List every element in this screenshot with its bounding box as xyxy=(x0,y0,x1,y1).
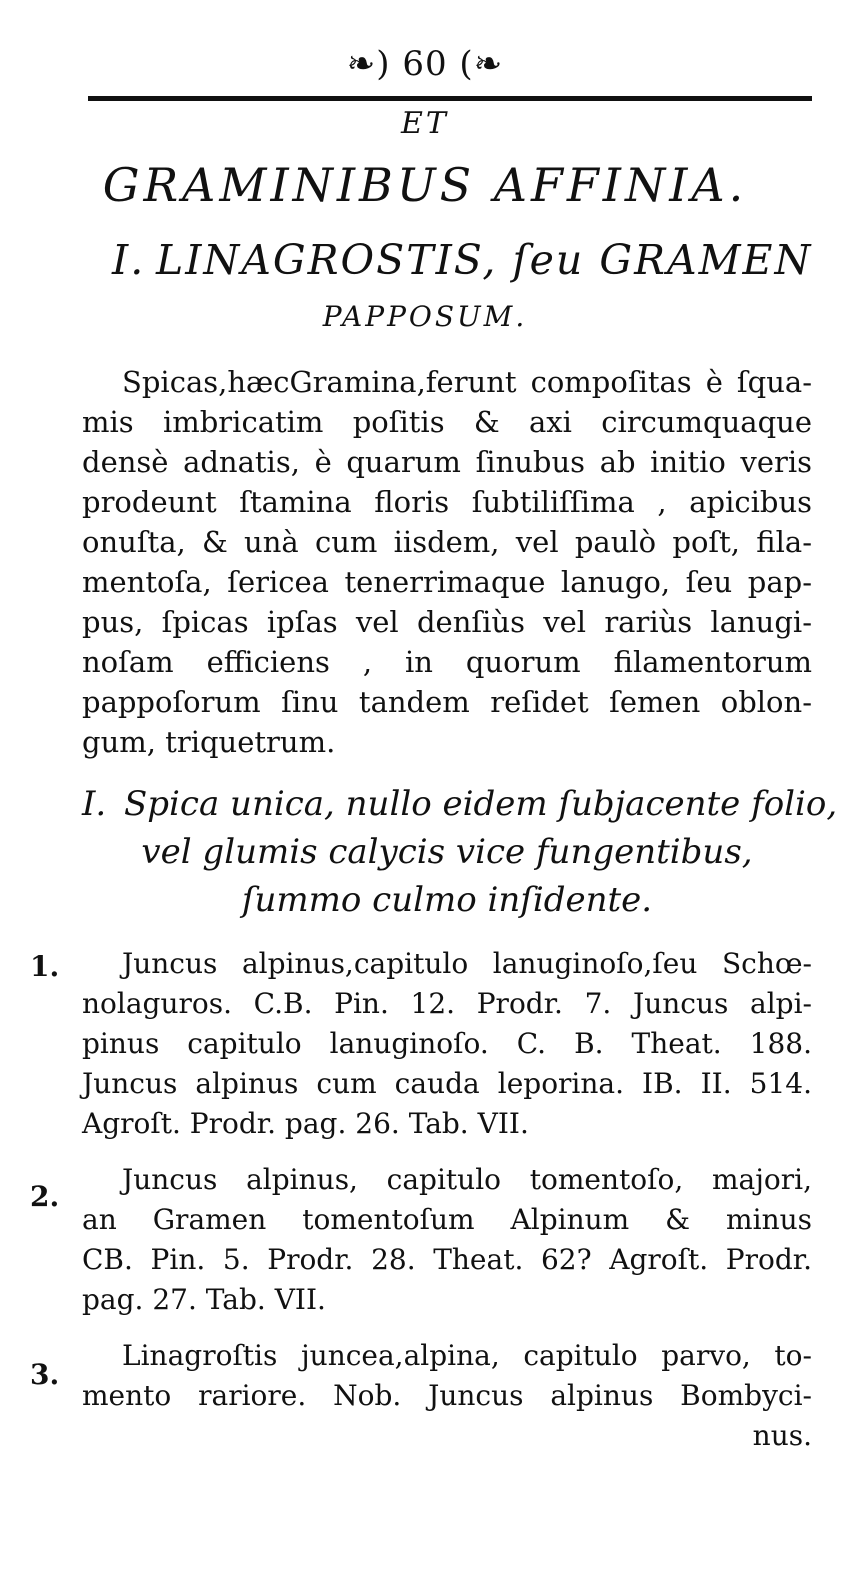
heading-et: ET xyxy=(401,106,449,141)
entry-number: 3. xyxy=(30,1358,60,1391)
entry-line: nolaguros. C.B. Pin. 12. Prodr. 7. Juncus alpi- xyxy=(82,987,812,1020)
genus-number: I. xyxy=(112,236,146,284)
page-number: ❧) 60 (❧ xyxy=(346,44,504,84)
section-line: Spica unica, nullo eidem ſubjacente folio, xyxy=(124,784,838,824)
entry-2 xyxy=(82,1160,812,1320)
entry-number: 2. xyxy=(30,1180,60,1213)
entry-line: nus. xyxy=(752,1419,812,1452)
entry-line: Agroſt. Prodr. pag. 26. Tab. VII. xyxy=(82,1107,529,1140)
entry-line: Linagroſtis juncea,alpina, capitulo parvo, to- xyxy=(122,1339,812,1372)
entry-line: pag. 27. Tab. VII. xyxy=(82,1283,326,1316)
header-rule xyxy=(88,96,812,101)
heading-title: GRAMINIBUS AFFINIA. xyxy=(102,158,748,212)
section-line: ſummo culmo inſidente. xyxy=(241,880,653,920)
entry-line: mento rariore. Nob. Juncus alpinus Bombyci- xyxy=(82,1379,812,1412)
entry-line: Juncus alpinus,capitulo lanuginoſo,ſeu Schœ- xyxy=(122,947,812,980)
description-line: mentoſa, ſericea tenerrimaque lanugo, ſeu pap- xyxy=(82,565,812,599)
description-line: prodeunt ſtamina floris ſubtiliſſima , apicibus xyxy=(82,485,812,519)
section-line: vel glumis calycis vice fungentibus, xyxy=(141,832,753,872)
entry-3 xyxy=(82,1336,812,1456)
description-line: mis imbricatim poſitis & axi circumquaque xyxy=(82,405,812,439)
description-line: onuſta, & unà cum iisdem, vel paulò poſt, fila- xyxy=(82,525,812,559)
section-heading xyxy=(82,780,838,924)
entry-line: Juncus alpinus cum cauda leporina. IB. II. 514. xyxy=(82,1067,812,1100)
heading-genus xyxy=(112,236,812,284)
description-line: noſam efficiens , in quorum filamentorum xyxy=(82,645,812,679)
heading-genus-sub: PAPPOSUM. xyxy=(322,300,528,333)
entry-line: Juncus alpinus, capitulo tomentoſo, majori, xyxy=(122,1163,812,1196)
entry-line: pinus capitulo lanuginoſo. C. B. Theat. 188. xyxy=(82,1027,812,1060)
entry-number: 1. xyxy=(30,950,60,983)
genus-name: LINAGROSTIS, ſeu GRAMEN xyxy=(156,236,813,284)
entry-line: CB. Pin. 5. Prodr. 28. Theat. 62? Agroſt. Prodr. xyxy=(82,1243,812,1276)
description-line: Spicas,hæcGramina,ferunt compoſitas è ſqua- xyxy=(122,365,812,399)
description-line: pus, ſpicas ipſas vel denſiùs vel rariùs lanugi- xyxy=(82,605,812,639)
entry-1 xyxy=(82,944,812,1144)
description-paragraph xyxy=(82,362,812,762)
description-line: pappoſorum ſinu tandem reſidet ſemen oblon- xyxy=(82,685,812,719)
section-number: I. xyxy=(82,784,107,824)
description-line: gum, triquetrum. xyxy=(82,725,336,759)
description-line: densè adnatis, è quarum ſinubus ab initio veris xyxy=(82,445,812,479)
entry-line: an Gramen tomentoſum Alpinum & minus xyxy=(82,1203,812,1236)
